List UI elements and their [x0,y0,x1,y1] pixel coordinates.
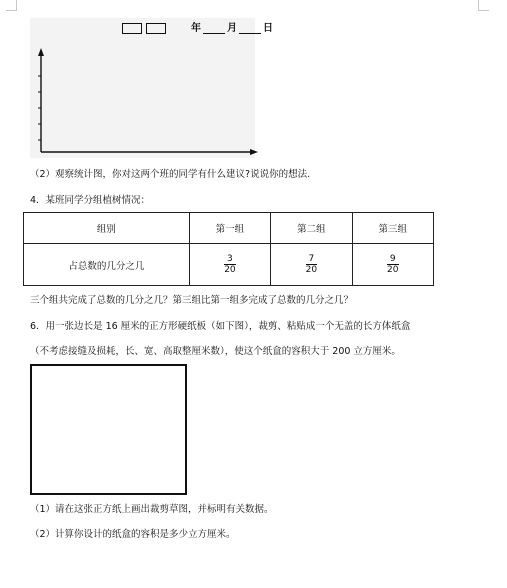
margin-mark-top-left [6,0,17,11]
day-label: 日 [262,23,273,34]
month-blank [203,24,225,34]
title-box-1 [122,23,142,34]
fraction-1: $\frac{3}{20}$ [224,254,236,275]
header-group: 组别 [24,213,190,244]
row-label: 占总数的几分之几 [24,244,190,286]
table-row [24,244,434,286]
q6-line2: （不考虑接缝及损耗，长、宽、高取整厘米数），使这个纸盒的容积大于 200 立方厘米。 [30,346,401,357]
q6-line1: 6．用一张边长是 16 厘米的正方形硬纸板（如下图），裁剪、粘贴成一个无盖的长方体纸盒 [30,321,411,332]
fraction-cell-1 [189,244,270,286]
day-blank [239,24,261,34]
blank-chart-axes [30,48,260,158]
planting-table [23,212,434,286]
fraction-2: $\frac{7}{20}$ [305,254,318,275]
q2-prompt: （2）观察统计图，你对这两个班的同学有什么建议?说说你的想法. [30,169,311,180]
cardboard-square [30,364,187,495]
margin-mark-top-right [478,0,489,11]
header-group-2: 第二组 [271,213,352,244]
header-group-3: 第三组 [352,213,433,244]
q6-sub1: （1）请在这张正方纸上画出裁剪草图，并标明有关数据。 [30,504,274,515]
fraction-3: $\frac{9}{20}$ [387,254,399,275]
q6-sub2: （2）计算你设计的纸盒的容积是多少立方厘米。 [30,529,236,540]
header-group-1: 第一组 [189,213,270,244]
month-label: 月 [226,23,237,34]
fraction-cell-2 [271,244,352,286]
fraction-cell-3 [352,244,433,286]
year-label: 年 [190,23,201,34]
chart-header [122,19,273,34]
q4-question: 三个组共完成了总数的几分之几？第三组比第一组多完成了总数的几分之几？ [30,295,354,306]
table-header-row [24,213,434,244]
q4-title: 4．某班同学分组植树情况： [30,195,151,206]
title-box-2 [146,23,166,34]
